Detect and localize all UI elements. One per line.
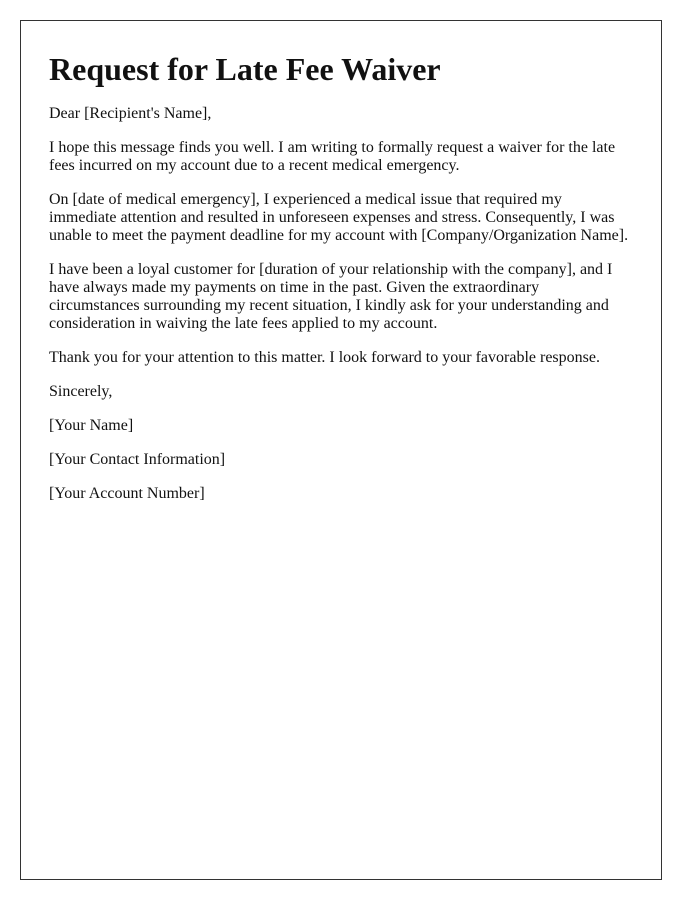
closing: Sincerely, [49, 383, 113, 400]
body-paragraph-1: I hope this message finds you well. I am writing to formally request a waiver for the late fees incurred on my account due to a recent medical emergency. [49, 139, 616, 174]
body-paragraph-3: I have been a loyal customer for [duration of your relationship with the company], and I have always made my payments on time in the past. Given the extraordinary circumstances surrounding my recent situation, I kindly ask for your understanding and consideration in waiving the late fees applied to my account. [49, 261, 613, 332]
letter-title: Request for Late Fee Waiver [49, 51, 441, 87]
signature-account: [Your Account Number] [49, 485, 205, 502]
signature-contact: [Your Contact Information] [49, 451, 226, 468]
letter-page [20, 20, 662, 880]
signature-name: [Your Name] [49, 417, 134, 434]
body-paragraph-2: On [date of medical emergency], I experienced a medical issue that required my immediate attention and resulted in unforeseen expenses and stress. Consequently, I was unable to meet the payment deadline for my account with [Company/Organization Name]. [49, 191, 629, 244]
salutation: Dear [Recipient's Name], [49, 105, 212, 122]
body-paragraph-4: Thank you for your attention to this matter. I look forward to your favorable response. [49, 349, 600, 366]
